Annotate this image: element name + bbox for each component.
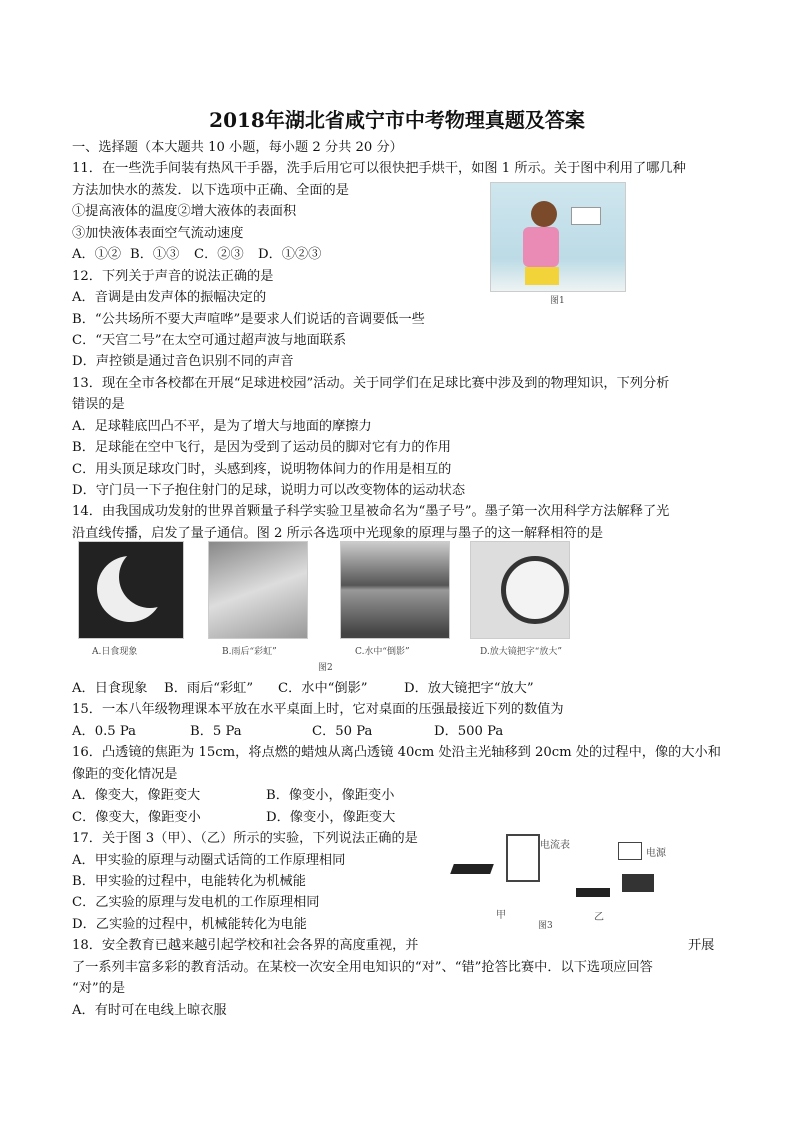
figure-2c-caption: C.水中“倒影”	[355, 647, 410, 657]
figure-2b-rainbow-image	[208, 541, 308, 639]
yi-label: 乙	[594, 912, 604, 923]
q14-options	[72, 678, 722, 699]
option: B．5 Pa	[190, 723, 242, 739]
option: D．像变小，像距变大	[266, 809, 396, 825]
figure-2d-magnifier-image	[470, 541, 570, 639]
option: D．①②③	[258, 247, 322, 263]
option: A．①②	[72, 247, 122, 263]
option: D．500 Pa	[434, 723, 504, 739]
q18-stem-part: 18．安全教育已越来越引起学校和社会各界的高度重视，并	[72, 938, 419, 954]
jia-label: 甲	[496, 910, 506, 921]
option: B．甲实验的过程中，电能转化为机械能	[72, 873, 306, 889]
option: C．②③	[194, 247, 244, 263]
option: B．像变小，像距变小	[266, 788, 395, 804]
option: C．“天宫二号”在太空可通过超声波与地面联系	[72, 332, 347, 348]
q12-stem: 12．下列关于声音的说法正确的是	[72, 268, 274, 284]
figure-1-hand-dryer-image	[490, 182, 626, 292]
option: A．日食现象	[72, 681, 148, 696]
option: D．乙实验的过程中，机械能转化为电能	[72, 916, 307, 932]
section-heading: 一、选择题（本大题共 10 小题，每小题 2 分共 20 分）	[72, 140, 403, 155]
option: C．像变大，像距变小	[72, 809, 201, 825]
option: A．足球鞋底凹凸不平，是为了增大与地面的摩擦力	[72, 418, 372, 434]
option: A．像变大，像距变大	[72, 788, 201, 804]
option: D．放大镜把字“放大”	[404, 681, 534, 696]
q18-stem: “对”的是	[72, 981, 126, 997]
option: D．守门员一下子抱住射门的足球，说明力可以改变物体的运动状态	[72, 483, 466, 498]
q13-stem: 13．现在全市各校都在开展“足球进校园”活动。关于同学们在足球比赛中涉及到的物理知识，下列分析	[72, 375, 670, 391]
figure-2a-eclipse-image	[78, 541, 184, 639]
page-title: 2018年湖北省咸宁市中考物理真题及答案	[209, 108, 585, 132]
option: A．音调是由发声体的振幅决定的	[72, 290, 267, 306]
figure-2b-caption: B.雨后“彩虹”	[222, 647, 277, 657]
q16-options-row	[72, 807, 722, 828]
option: B．雨后“彩虹”	[164, 681, 254, 696]
q15-stem: 15．一本八年级物理课本平放在水平桌面上时，它对桌面的压强最接近下列的数值为	[72, 702, 564, 718]
option: C．水中“倒影”	[278, 681, 368, 696]
q11-item: ①提高液体的温度②增大液体的表面积	[72, 204, 297, 220]
option: B．足球能在空中飞行，是因为受到了运动员的脚对它有力的作用	[72, 440, 451, 456]
option: A．甲实验的原理与动圈式话筒的工作原理相同	[72, 852, 346, 868]
figure-2a-caption: A.日食现象	[92, 647, 138, 657]
option: D．声控锁是通过音色识别不同的声音	[72, 354, 294, 370]
q14-stem: 沿直线传播，启发了量子通信。图 2 所示各选项中光现象的原理与墨子的这一解释相符的是	[72, 525, 604, 541]
q15-options	[72, 721, 722, 742]
option: B．①③	[130, 247, 180, 263]
questions-block-2	[72, 678, 722, 1021]
option: A．有时可在电线上晾衣服	[72, 1002, 227, 1018]
figure-3-caption: 图3	[538, 921, 553, 931]
option: B．“公共场所不要大声喧哗”是要求人们说话的音调要低一些	[72, 311, 425, 327]
q13-stem: 错误的是	[72, 397, 125, 413]
q16-stem: 像距的变化情况是	[72, 766, 178, 782]
option: C．用头顶足球攻门时，头感到疼，说明物体间力的作用是相互的	[72, 461, 452, 477]
option: C．50 Pa	[312, 723, 373, 739]
figure-2d-caption: D.放大镜把字“放大”	[480, 647, 562, 657]
power-label: 电源	[646, 848, 666, 859]
figure-2-label: 图2	[318, 663, 333, 673]
q14-stem: 14．由我国成功发射的世界首颗量子科学实验卫星被命名为“墨子号”。墨子第一次用科学方法解释了光	[72, 504, 670, 520]
q16-stem: 16．凸透镜的焦距为 15cm，将点燃的蜡烛从离凸透镜 40cm 处沿主光轴移到 20cm 处的过程中，像的大小和	[72, 745, 721, 761]
q18-stem	[72, 935, 722, 956]
figure-2c-reflection-image	[340, 541, 450, 639]
figure-1-caption: 图1	[550, 296, 565, 306]
q17-stem: 17．关于图 3（甲）、（乙）所示的实验，下列说法正确的是	[72, 831, 418, 847]
q18-stem-part: 开展	[688, 938, 715, 954]
q16-options-row	[72, 785, 722, 806]
option: C．乙实验的原理与发电机的工作原理相同	[72, 895, 320, 911]
q11-stem: 方法加快水的蒸发．以下选项中正确、全面的是	[72, 182, 349, 198]
ammeter-label: 电流表	[540, 840, 570, 851]
option: A．0.5 Pa	[72, 723, 137, 739]
q11-stem: 11．在一些洗手间装有热风干手器，洗手后用它可以很快把手烘干，如图 1 所示。关于图中利用了哪几种	[72, 161, 686, 177]
q11-item: ③加快液体表面空气流动速度	[72, 225, 244, 241]
q18-stem: 了一系列丰富多彩的教育活动。在某校一次安全用电知识的“对”、“错”抢答比赛中．以下选项应回答	[72, 959, 653, 975]
